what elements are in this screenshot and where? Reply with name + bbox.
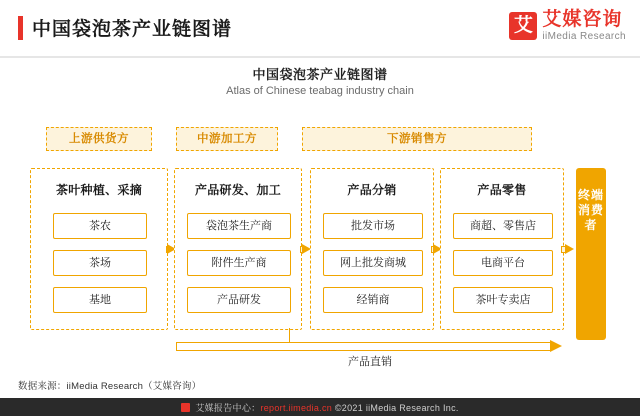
- stage-header-upstream: 上游供货方: [46, 127, 152, 151]
- page-header: [0, 0, 640, 58]
- stage-header-midstream: 中游加工方: [176, 127, 278, 151]
- brand-mark-icon: 艾: [509, 12, 537, 40]
- group-box-planting: [30, 168, 168, 330]
- group-box-distribution: [310, 168, 434, 330]
- group-title-retail: 产品零售: [477, 183, 527, 197]
- page-title: 中国袋泡茶产业链图谱: [32, 19, 233, 40]
- page-footer: [0, 398, 640, 416]
- source-note: 数据来源：iiMedia Research（艾媒咨询）: [18, 381, 202, 392]
- group-box-retail: [440, 168, 564, 330]
- brand-name-cn: 艾媒咨询: [542, 9, 623, 30]
- footer-text: [195, 401, 458, 414]
- chip-distribution-2: 网上批发商城: [323, 250, 423, 276]
- group-title-processing: 产品研发、加工: [194, 183, 282, 197]
- group-title-planting: 茶叶种植、采摘: [55, 183, 143, 197]
- consumer-bar: [576, 168, 606, 340]
- footer-link[interactable]: report.iimedia.cn: [260, 402, 333, 413]
- chip-distribution-1: 批发市场: [323, 213, 423, 239]
- group-title-distribution: 产品分销: [347, 183, 397, 197]
- brand-logo: [509, 10, 626, 44]
- footer-logo-icon: [181, 403, 190, 412]
- footer-text-before: 艾媒报告中心：: [195, 402, 261, 413]
- arrow-direct-sales: [176, 340, 562, 353]
- brand-text: [542, 10, 626, 44]
- chip-processing-2: 附件生产商: [187, 250, 291, 276]
- chip-planting-3: 基地: [53, 287, 147, 313]
- consumer-label: 终端消费者: [577, 188, 604, 232]
- chart-title-en: Atlas of Chinese teabag industry chain: [226, 85, 414, 97]
- chart-title-cn: 中国袋泡茶产业链图谱: [252, 67, 388, 82]
- stage-header-downstream: 下游销售方: [302, 127, 532, 151]
- chip-distribution-3: 经销商: [323, 287, 423, 313]
- group-box-processing: [174, 168, 302, 330]
- direct-sales-label: 产品直销: [348, 356, 392, 368]
- chip-processing-1: 袋泡茶生产商: [187, 213, 291, 239]
- brand-name-en: iiMedia Research: [542, 31, 626, 42]
- chip-retail-3: 茶叶专卖店: [453, 287, 553, 313]
- chip-planting-2: 茶场: [53, 250, 147, 276]
- header-accent-bar: [18, 16, 23, 40]
- arrow-shaft: [176, 342, 550, 351]
- arrow-head: [550, 340, 562, 352]
- chip-planting-1: 茶农: [53, 213, 147, 239]
- chip-retail-2: 电商平台: [453, 250, 553, 276]
- arrow-retail-to-consumer: [561, 244, 575, 255]
- footer-text-after: ©2021 iiMedia Research Inc.: [332, 402, 459, 413]
- arrow-head: [565, 244, 574, 254]
- chip-retail-1: 商超、零售店: [453, 213, 553, 239]
- chip-processing-3: 产品研发: [187, 287, 291, 313]
